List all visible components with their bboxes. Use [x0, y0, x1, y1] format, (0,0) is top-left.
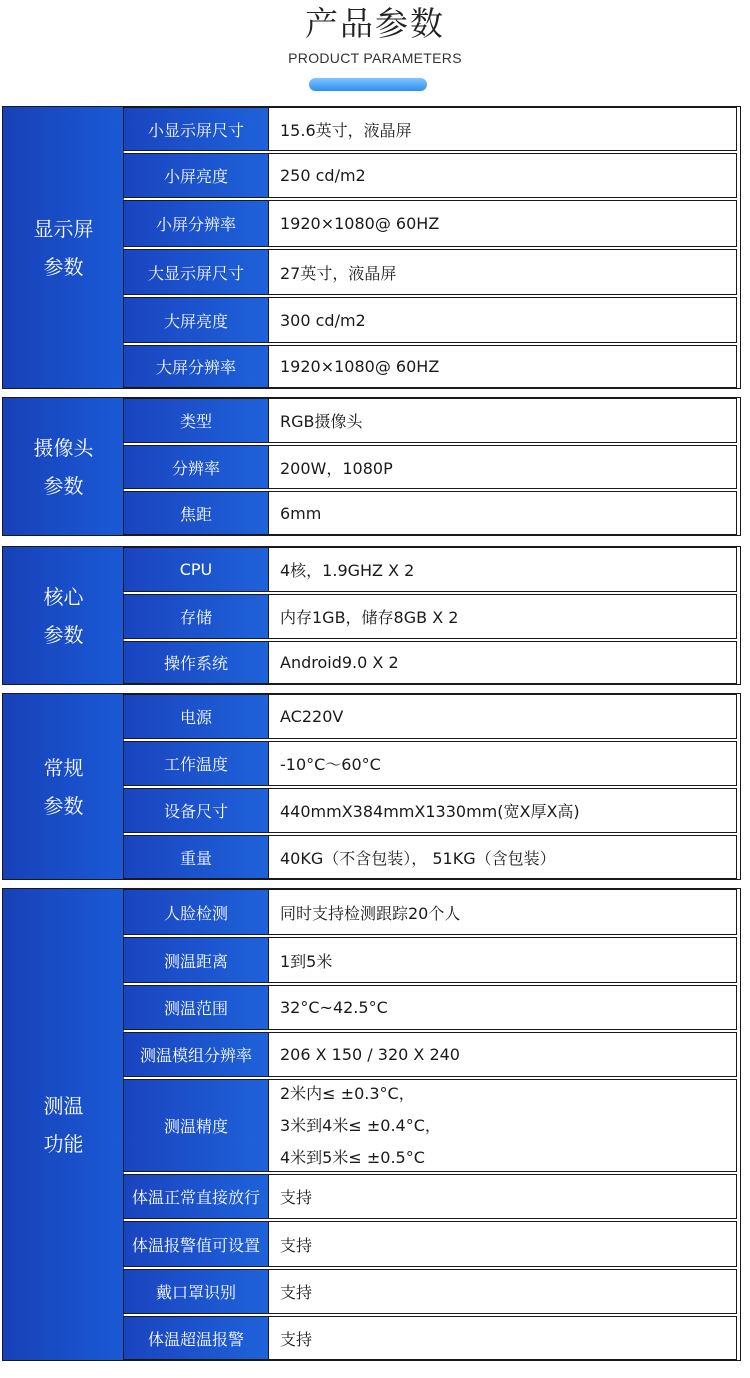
spec-value: [269, 1316, 737, 1360]
spec-key: 电源: [123, 694, 269, 739]
spec-value-text: Android9.0 X 2: [280, 653, 399, 672]
spec-row: [123, 835, 737, 879]
spec-key: 操作系统: [123, 641, 269, 684]
spec-row: [123, 153, 737, 198]
spec-row: [123, 1269, 737, 1314]
spec-row: [123, 1316, 737, 1360]
spec-value-line: 2米内≤ ±0.3°C，: [280, 1083, 415, 1103]
group-label: [3, 547, 124, 684]
spec-value: [269, 445, 737, 489]
spec-row: [123, 491, 737, 535]
spec-key: 设备尺寸: [123, 788, 269, 833]
spec-key: 工作温度: [123, 741, 269, 786]
group-label: [3, 889, 124, 1360]
spec-value: [269, 491, 737, 535]
spec-key: 戴口罩识别: [123, 1269, 269, 1314]
spec-value-text: 6mm: [280, 503, 322, 523]
spec-key: CPU: [123, 547, 269, 592]
spec-value: [269, 200, 737, 247]
spec-value-text: 250 cd/m2: [280, 166, 366, 185]
spec-row: [123, 200, 737, 247]
spec-value-text: 206 X 150 / 320 X 240: [280, 1045, 460, 1064]
page-subtitle: PRODUCT PARAMETERS: [288, 50, 462, 66]
spec-row: [123, 937, 737, 983]
spec-value: [269, 835, 737, 879]
spec-value: [269, 153, 737, 198]
spec-value: [269, 985, 737, 1030]
spec-key: 分辨率: [123, 445, 269, 489]
spec-key: 测温距离: [123, 937, 269, 983]
group-label-line: 参数: [43, 473, 84, 498]
spec-value-text: 支持: [280, 1283, 313, 1302]
spec-key: 焦距: [123, 491, 269, 535]
spec-value-text: 同时支持检测跟踪20个人: [280, 903, 461, 923]
spec-key: 测温精度: [123, 1079, 269, 1172]
spec-key: 体温超温报警: [123, 1316, 269, 1360]
spec-key: 人脸检测: [123, 889, 269, 935]
group-label: [3, 107, 124, 388]
group-label-line: 核心: [43, 584, 84, 609]
spec-value: [269, 694, 737, 739]
spec-value-text: 15.6英寸，液晶屏: [280, 120, 412, 140]
spec-row: [123, 889, 737, 935]
spec-key: 小屏分辨率: [123, 200, 269, 247]
spec-value: [269, 1221, 737, 1267]
spec-value: [269, 398, 737, 443]
spec-value-text: 1920×1080@ 60HZ: [280, 214, 440, 233]
spec-value-text: 1920×1080@ 60HZ: [280, 357, 440, 376]
spec-value-line: 4米到5米≤ ±0.5°C: [280, 1147, 425, 1167]
spec-value: [269, 594, 737, 639]
spec-key: 大屏亮度: [123, 297, 269, 343]
spec-key: 小显示屏尺寸: [123, 107, 269, 151]
spec-key: 重量: [123, 835, 269, 879]
spec-row: [123, 1174, 737, 1219]
spec-value-text: 32°C~42.5°C: [280, 998, 388, 1017]
spec-value: [269, 1174, 737, 1219]
group-label-line: 常规: [43, 755, 84, 780]
spec-value-text: 300 cd/m2: [280, 310, 366, 330]
spec-value: [269, 788, 737, 833]
group-label-line: 参数: [43, 793, 84, 818]
spec-value-text: 1到5米: [280, 951, 333, 971]
spec-row: [123, 1032, 737, 1077]
group-label-line: 摄像头: [33, 435, 94, 460]
spec-value-text: -10°C～60°C: [280, 755, 381, 774]
spec-row: [123, 398, 737, 443]
spec-value-line: 3米到4米≤ ±0.4°C，: [280, 1115, 441, 1135]
spec-value: [269, 889, 737, 935]
spec-row: [123, 345, 737, 388]
spec-value: [269, 641, 737, 684]
spec-value-text: 27英寸，液晶屏: [280, 263, 397, 283]
spec-row: [123, 594, 737, 639]
spec-key: 体温正常直接放行: [123, 1174, 269, 1219]
spec-row: [123, 107, 737, 151]
spec-key: 大显示屏尺寸: [123, 249, 269, 295]
spec-value-text: 200W，1080P: [280, 458, 393, 478]
spec-row: [123, 1221, 737, 1267]
spec-row: [123, 547, 737, 592]
spec-row: [123, 985, 737, 1030]
spec-value-text: RGB摄像头: [280, 412, 363, 431]
spec-value: [269, 1079, 737, 1172]
group-label-line: 测温: [43, 1093, 84, 1118]
spec-key: 大屏分辨率: [123, 345, 269, 388]
group-label: [3, 398, 124, 535]
spec-value-text: 支持: [280, 1235, 313, 1255]
spec-value: [269, 1269, 737, 1314]
group-label-line: 参数: [43, 622, 84, 647]
spec-row: [123, 788, 737, 833]
spec-row: [123, 1079, 737, 1172]
page-title: 产品参数: [305, 4, 445, 43]
spec-value-text: AC220V: [280, 707, 344, 726]
spec-key: 小屏亮度: [123, 153, 269, 198]
spec-value-text: 支持: [280, 1329, 313, 1349]
spec-key: 测温模组分辨率: [123, 1032, 269, 1077]
spec-row: [123, 641, 737, 684]
group-label: [3, 694, 124, 879]
group-label-line: 功能: [43, 1131, 84, 1156]
spec-key: 存储: [123, 594, 269, 639]
spec-value: [269, 345, 737, 388]
spec-value-text: 支持: [280, 1188, 313, 1207]
spec-value: [269, 937, 737, 983]
spec-value: [269, 297, 737, 343]
spec-row: [123, 297, 737, 343]
spec-value: [269, 249, 737, 295]
spec-value: [269, 107, 737, 151]
spec-value-text: 440mmX384mmX1330mm(宽X厚X高): [280, 802, 580, 821]
spec-value: [269, 741, 737, 786]
spec-row: [123, 445, 737, 489]
spec-row: [123, 694, 737, 739]
spec-value: [269, 547, 737, 592]
spec-value-text: 40KG（不含包装）， 51KG（含包装）: [280, 848, 556, 868]
group-label-line: 显示屏: [33, 216, 94, 241]
spec-row: [123, 249, 737, 295]
spec-value: [269, 1032, 737, 1077]
spec-key: 类型: [123, 398, 269, 443]
group-label-line: 参数: [43, 254, 84, 279]
spec-value-text: 内存1GB，储存8GB X 2: [280, 608, 459, 627]
spec-row: [123, 741, 737, 786]
spec-key: 测温范围: [123, 985, 269, 1030]
spec-value-text: 4核，1.9GHZ X 2: [280, 561, 415, 580]
spec-key: 体温报警值可设置: [123, 1221, 269, 1267]
